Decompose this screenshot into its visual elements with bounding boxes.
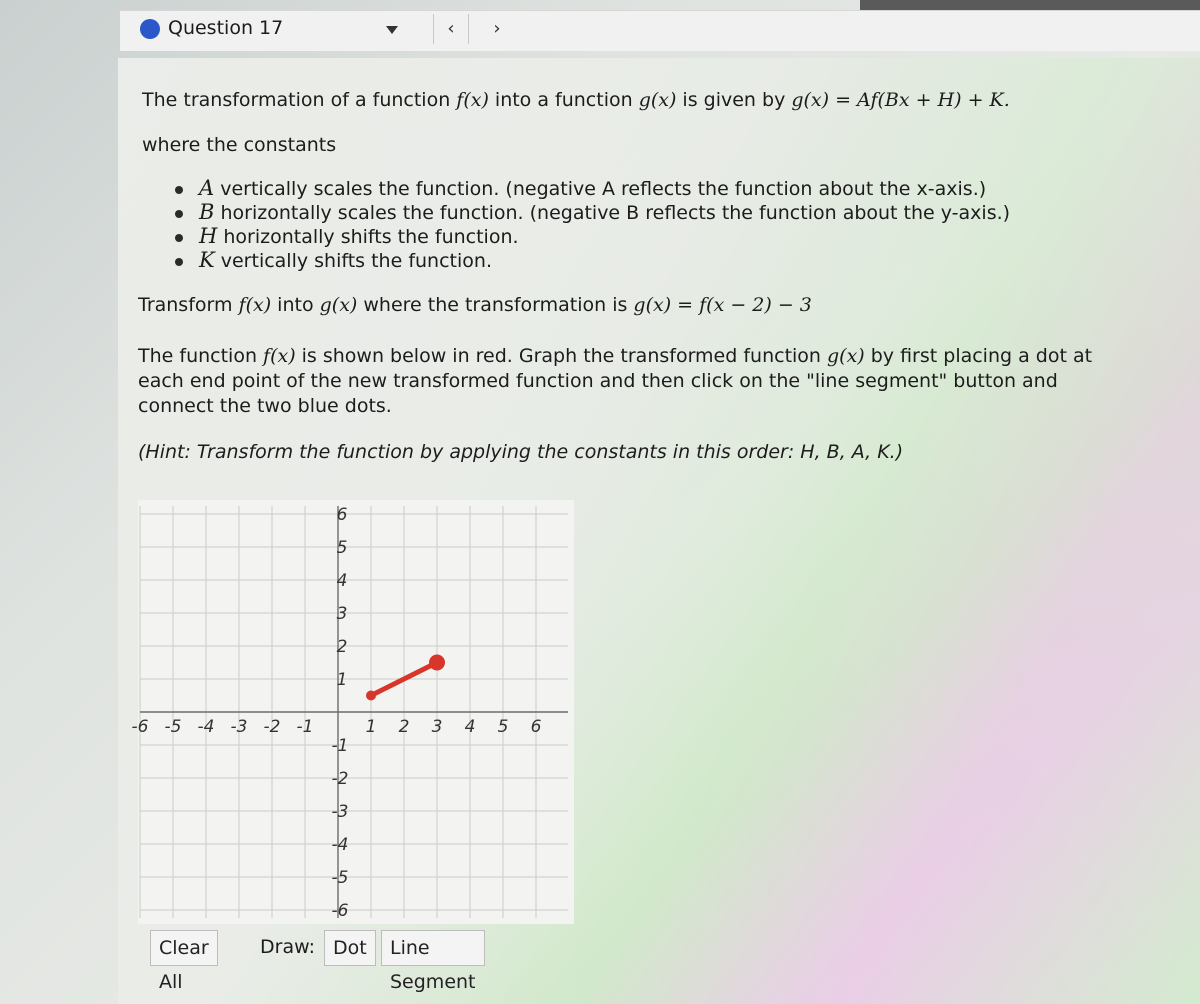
y-tick-label: 1 <box>336 670 348 690</box>
list-item <box>175 200 1010 224</box>
x-tick-label: 2 <box>398 717 410 737</box>
instructions-text-part: The function <box>138 345 264 367</box>
y-tick-label: -1 <box>331 736 349 756</box>
chevron-left-icon: ‹ <box>447 18 455 39</box>
instructions-text-part: by first placing a dot at each end point of the new transformed function and then click on the "line segment" button and connect the two blue dots. <box>138 345 1093 417</box>
transform-text <box>138 294 812 316</box>
previous-question-button[interactable] <box>433 14 469 44</box>
constant-description: horizontally scales the function. (negative B reflects the function about the y-axis.) <box>214 202 1011 224</box>
question-label: Question 17 <box>168 17 284 39</box>
x-tick-label: -6 <box>131 717 149 737</box>
hint-text: (Hint: Transform the function by applying the constants in this order: H, B, A, K.) <box>138 441 904 463</box>
bullet-icon <box>175 258 183 266</box>
math-gx: g(x) <box>638 89 677 111</box>
y-tick-label: -6 <box>331 901 349 921</box>
y-tick-label: -5 <box>331 868 349 888</box>
math-fx: f(x) <box>263 345 296 367</box>
clear-all-button[interactable]: Clear All <box>150 930 218 966</box>
intro-text <box>142 89 1010 111</box>
x-tick-label: 6 <box>530 717 542 737</box>
y-tick-label: -2 <box>331 769 349 789</box>
y-tick-label: 5 <box>336 538 348 558</box>
coordinate-graph[interactable] <box>131 500 574 924</box>
math-fx: f(x) <box>238 294 272 316</box>
x-tick-label: 4 <box>464 717 476 737</box>
y-tick-label: -3 <box>331 802 349 822</box>
intro-text-part: is given by <box>676 89 792 111</box>
intro-text-part: into a function <box>488 89 639 111</box>
y-tick-label: 6 <box>336 505 348 525</box>
math-gx: g(x) <box>827 345 865 367</box>
x-tick-label: 1 <box>365 717 377 737</box>
bullet-icon <box>175 210 183 218</box>
y-tick-label: 3 <box>336 604 348 624</box>
constant-name: B <box>199 200 215 224</box>
instructions-text-part: is shown below in red. Graph the transformed function <box>295 345 827 367</box>
where-text: where the constants <box>142 134 337 156</box>
y-tick-label: 4 <box>336 571 348 591</box>
transformation-formula: g(x) = Af(Bx + H) + K. <box>791 89 1010 111</box>
constant-name: H <box>199 224 218 248</box>
constant-description: vertically shifts the function. <box>214 250 492 272</box>
line-segment-tool-button[interactable]: Line Segment <box>381 930 485 966</box>
x-tick-label: 3 <box>431 717 443 737</box>
x-tick-label: -4 <box>197 717 215 737</box>
list-item <box>175 248 1010 272</box>
y-tick-label: -4 <box>331 835 349 855</box>
x-tick-label: -5 <box>164 717 182 737</box>
constants-list <box>175 176 1010 272</box>
x-tick-label: 5 <box>497 717 509 737</box>
transform-text-part: Transform <box>138 294 239 316</box>
bullet-icon <box>175 186 183 194</box>
list-item <box>175 224 1010 248</box>
transform-text-part: into <box>271 294 320 316</box>
math-gx: g(x) <box>319 294 358 316</box>
draw-label: Draw: <box>260 936 315 958</box>
intro-text-part: The transformation of a function <box>142 89 457 111</box>
x-tick-label: -2 <box>263 717 281 737</box>
transformation-formula: g(x) = f(x − 2) − 3 <box>633 294 812 316</box>
question-status-icon <box>140 19 160 39</box>
constant-description: horizontally shifts the function. <box>217 226 519 248</box>
chevron-down-icon[interactable] <box>386 26 398 34</box>
chevron-right-icon: › <box>493 18 501 39</box>
transform-text-part: where the transformation is <box>357 294 634 316</box>
next-question-button[interactable] <box>480 14 514 44</box>
dot-tool-button[interactable]: Dot <box>324 930 376 966</box>
x-tick-label: -1 <box>296 717 314 737</box>
fx-endpoint-start <box>366 691 376 701</box>
x-tick-label: -3 <box>230 717 248 737</box>
constant-name: A <box>199 176 215 200</box>
constant-name: K <box>199 248 215 272</box>
constant-description: vertically scales the function. (negative A reflects the function about the x-axis.) <box>214 178 987 200</box>
fx-endpoint-end <box>429 655 445 671</box>
instructions-text <box>138 344 1118 419</box>
list-item <box>175 176 1010 200</box>
math-fx: f(x) <box>456 89 489 111</box>
y-tick-label: 2 <box>336 637 348 657</box>
bullet-icon <box>175 234 183 242</box>
